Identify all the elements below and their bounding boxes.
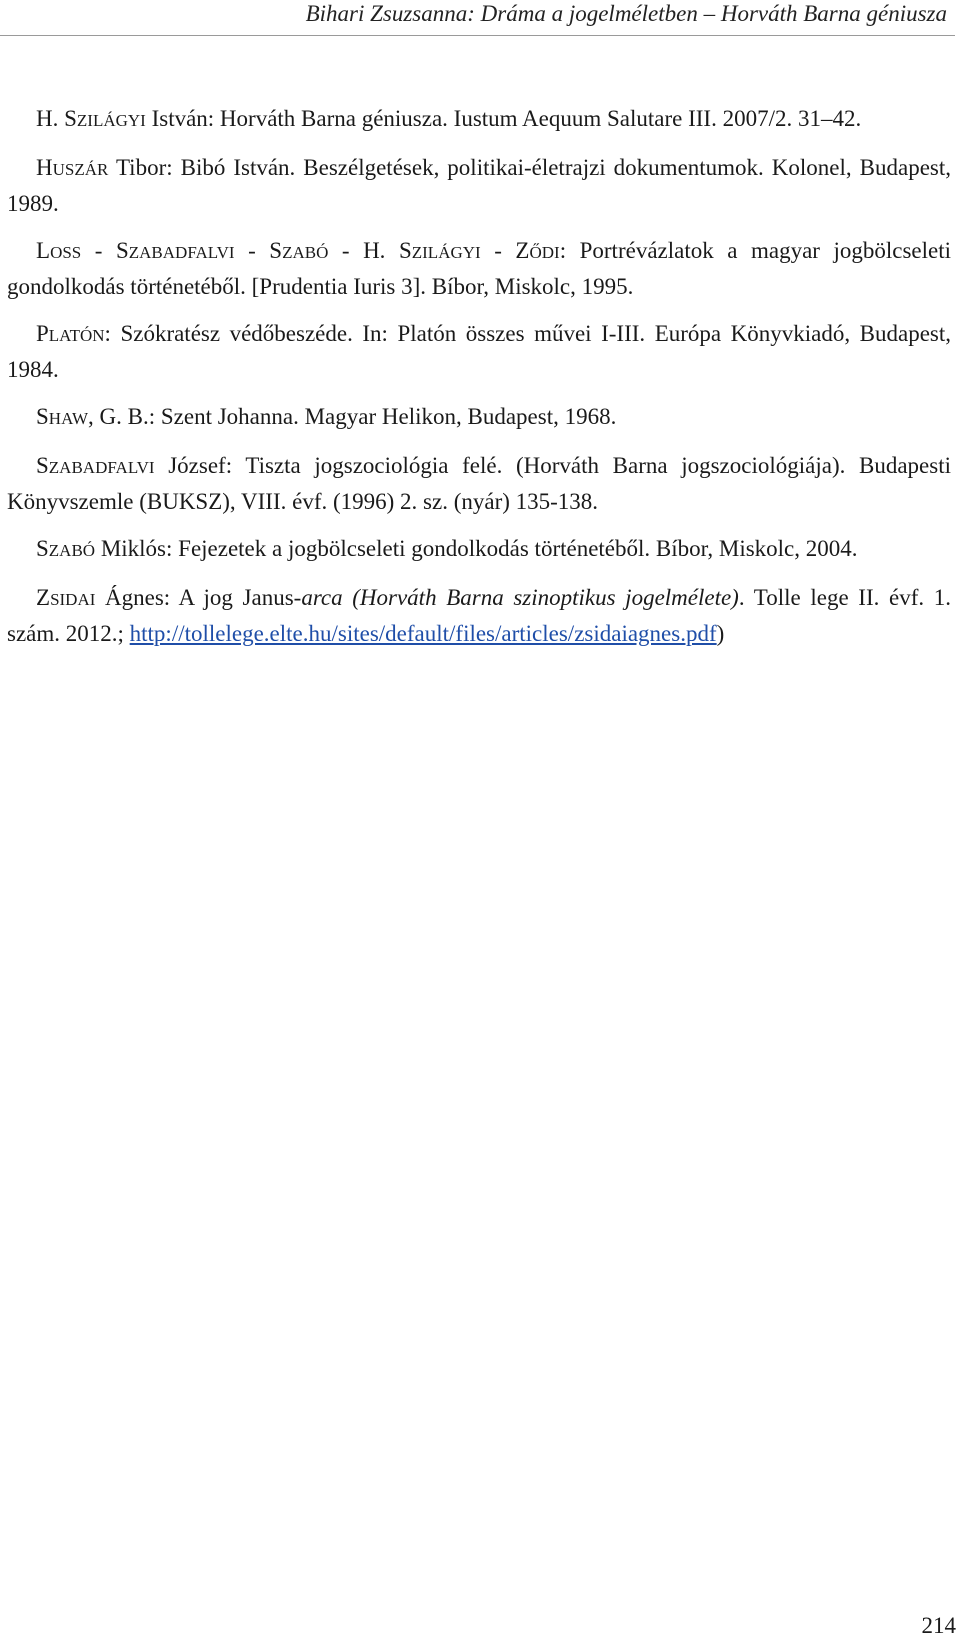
entry-author-smallcaps: ZILÁGYI [411, 243, 481, 262]
entry-author-separator: - S [81, 238, 129, 263]
entry-author-initial: L [36, 238, 51, 263]
entry-author-smallcaps: ZABÓ [48, 541, 96, 560]
entry-author-initial: S [36, 536, 49, 561]
entry-url-link[interactable]: http://tollelege.elte.hu/sites/default/files/articles/zsidaiagnes.pdf [129, 621, 717, 646]
entry-author-separator: - H. S [328, 238, 412, 263]
entry-author-smallcaps: LATÓN [48, 326, 105, 345]
entry-author-smallcaps: USZÁR [52, 160, 109, 179]
bibliography-entry [7, 400, 951, 436]
page-number: 214 [921, 1613, 956, 1638]
bibliography-list [7, 102, 951, 664]
entry-author-initial: S [36, 404, 49, 429]
running-header-title: Bihari Zsuzsanna: Dráma a jogelméletben – Horváth Barna géniusza [305, 1, 947, 26]
entry-text: . Tolle lege II. évf. 1. szám. 2012.; [7, 585, 951, 646]
entry-author-smallcaps: ZABADFALVI [48, 458, 155, 477]
bibliography-entry [7, 234, 951, 304]
entry-text: József: Tiszta jogszociológia felé. (Horváth Barna jogszociológiája). Budapesti Könyvszemle (BUKSZ), VIII. évf. (1996) 2. sz. (nyár) 135-138. [7, 453, 951, 514]
bibliography-entry [7, 449, 951, 519]
entry-author-smallcaps: ZABADFALVI [128, 243, 235, 262]
entry-author-smallcaps: ZILÁGYI [76, 111, 146, 130]
entry-text: : Portrévázlatok a magyar jogbölcseleti gondolkodás történetéből. [Prudentia Iuris 3]. Bíbor, Miskolc, 1995. [7, 238, 952, 299]
entry-author-smallcaps: HAW [48, 409, 89, 428]
bibliography-entry [7, 532, 951, 568]
entry-author-initial: Z [36, 585, 51, 610]
entry-author-smallcaps: ZABÓ [282, 243, 329, 262]
entry-text: , G. B.: Szent Johanna. Magyar Helikon, Budapest, 1968. [88, 404, 617, 429]
entry-author-initial: H. S [36, 106, 77, 131]
entry-text: Ágnes: A jog Janus- [95, 585, 302, 610]
entry-author-initial: P [36, 321, 49, 346]
entry-author-separator: - S [234, 238, 283, 263]
entry-text: Miklós: Fejezetek a jogbölcseleti gondolkodás történetéből. Bíbor, Miskolc, 2004. [95, 536, 858, 561]
bibliography-entry [7, 151, 951, 221]
bibliography-entry [7, 581, 951, 651]
entry-text: István: Horváth Barna géniusza. Iustum Aequum Salutare III. 2007/2. 31–42. [145, 106, 862, 131]
entry-text: : Szókratész védőbeszéde. In: Platón összes művei I-III. Európa Könyvkiadó, Budapest, 1984. [7, 321, 951, 382]
entry-author-initial: H [36, 155, 53, 180]
entry-author-smallcaps: ŐDI [529, 243, 560, 262]
entry-text: Tibor: Bibó István. Beszélgetések, politikai-életrajzi dokumentumok. Kolonel, Budapest, 1989. [7, 155, 951, 216]
entry-author-initial: S [36, 453, 49, 478]
running-header [0, 0, 955, 36]
bibliography-entry [7, 102, 951, 138]
bibliography-entry [7, 317, 951, 387]
entry-author-separator: - Z [480, 238, 530, 263]
entry-title-italic: arca (Horváth Barna szinoptikus jogelmélete) [301, 585, 739, 610]
entry-author-smallcaps: SIDAI [50, 590, 96, 609]
entry-author-smallcaps: OSS [50, 243, 82, 262]
entry-text: ) [716, 621, 725, 646]
